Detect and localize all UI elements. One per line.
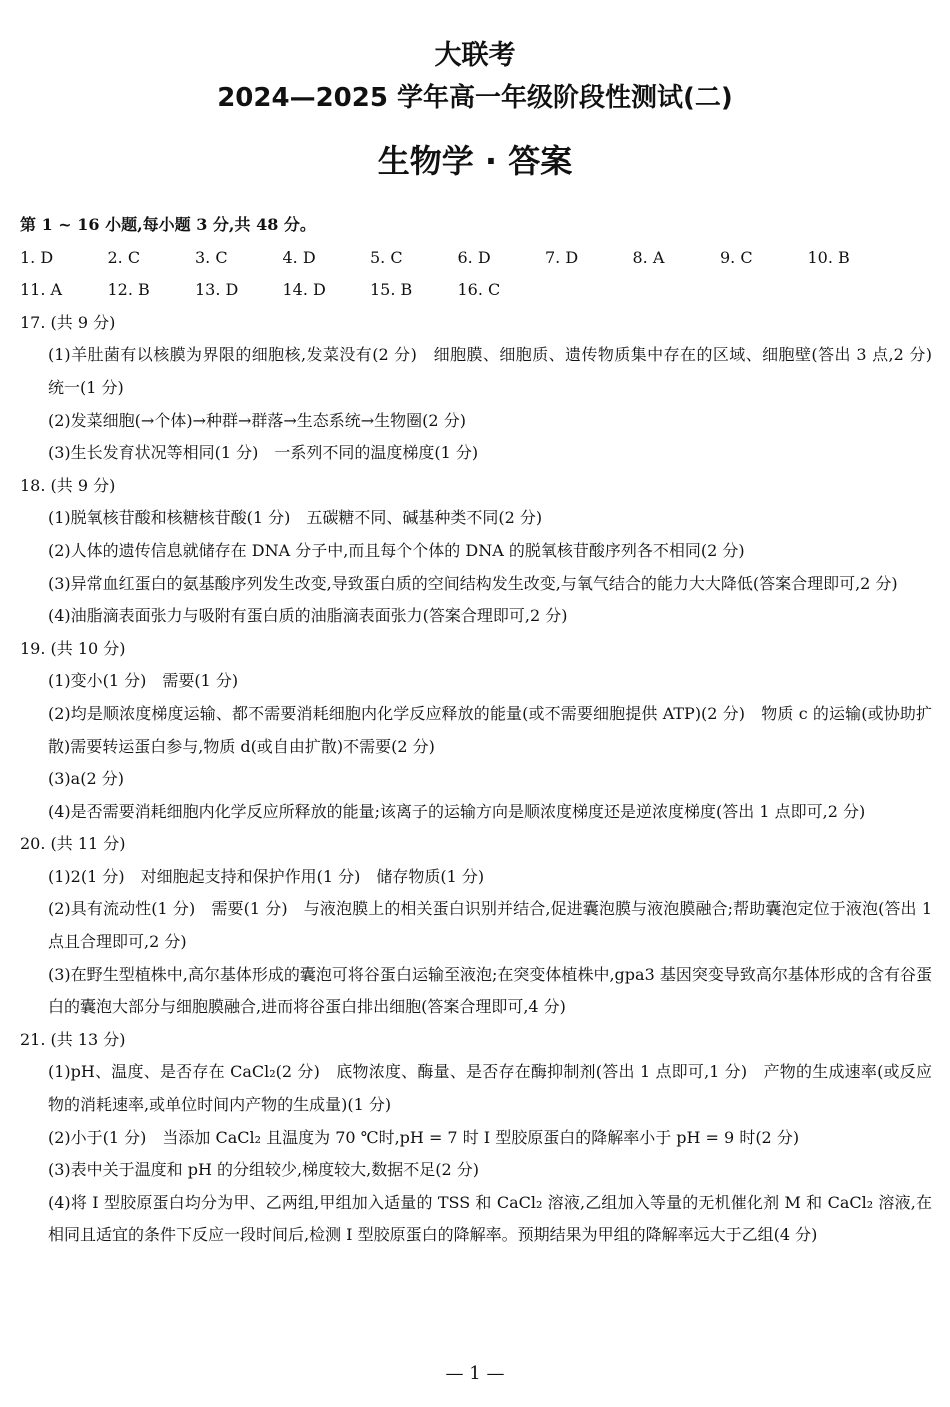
answer-item: 5. C [370, 247, 403, 267]
answer-item: 2. C [107, 247, 141, 267]
answer-part: (1)羊肚菌有以核膜为界限的细胞核,发菜没有(2 分) 细胞膜、细胞质、遗传物质集中存在的区域、细胞壁(答出 3 点,2 分) 统一(1 分) [48, 345, 949, 397]
answer-item: 16. C [457, 280, 501, 300]
answer-part: (2)发菜细胞(→个体)→种群→群落→生态系统→生物圈(2 分) [48, 410, 466, 430]
answer-part: (3)生长发育状况等相同(1 分) 一系列不同的温度梯度(1 分) [48, 443, 479, 463]
answer-item: 12. B [107, 280, 150, 300]
page-number: — 1 — [445, 1363, 505, 1384]
answer-item: 7. D [545, 247, 579, 267]
answer-item: 13. D [195, 280, 239, 300]
answer-part: (2)人体的遗传信息就储存在 DNA 分子中,而且每个个体的 DNA 的脱氧核苷酸序列各不相同(2 分) [48, 540, 745, 560]
organizer-title: 大联考 [434, 40, 516, 71]
answer-item: 6. D [457, 247, 491, 267]
multiple-choice-intro: 第 1 ~ 16 小题,每小题 3 分,共 48 分。 [20, 215, 316, 234]
exam-title: 2024—2025 学年高一年级阶段性测试(二) [217, 83, 733, 113]
answer-item: 3. C [195, 247, 228, 267]
answer-part: (3)a(2 分) [48, 769, 124, 789]
answer-part: (3)异常血红蛋白的氨基酸序列发生改变,导致蛋白质的空间结构发生改变,与氧气结合的能力大大降低(答案合理即可,2 分) [48, 573, 898, 593]
answer-part: (4)油脂滴表面张力与吸附有蛋白质的油脂滴表面张力(答案合理即可,2 分) [48, 606, 568, 626]
answer-content [20, 209, 949, 1252]
answer-part: (3)在野生型植株中,高尔基体形成的囊泡可将谷蛋白运输至液泡;在突变体植株中,gpa3 基因突变导致高尔基体形成的含有谷蛋白的囊泡大部分与细胞膜融合,进而将谷蛋白排出细胞(答案合理即可,4 分) [48, 964, 932, 1017]
answer-parts [20, 502, 932, 632]
answer-item: 11. A [20, 280, 63, 300]
question-heading: 18. (共 9 分) [20, 475, 116, 495]
answer-part: (2)均是顺浓度梯度运输、都不需要消耗细胞内化学反应释放的能量(或不需要细胞提供 ATP)(2 分) 物质 c 的运输(或协助扩散)需要转运蛋白参与,物质 d(或自由扩散)不需要(2 分) [48, 703, 932, 756]
answer-item: 9. C [720, 247, 753, 267]
question-heading: 20. (共 11 分) [20, 834, 126, 854]
question-20 [20, 828, 932, 1024]
question-19 [20, 633, 932, 829]
answer-item: 1. D [20, 247, 54, 267]
answer-part: (1)pH、温度、是否存在 CaCl₂(2 分) 底物浓度、酶量、是否存在酶抑制剂(答出 1 点即可,1 分) 产物的生成速率(或反应物的消耗速率,或单位时间内产物的生成量)(1 分) [48, 1062, 932, 1115]
answer-item: 4. D [282, 247, 316, 267]
question-18 [20, 470, 932, 633]
answer-parts [20, 861, 932, 1024]
answer-item: 14. D [282, 280, 326, 300]
answer-row-1 [20, 242, 932, 275]
answer-item: 8. A [632, 247, 665, 267]
question-heading: 21. (共 13 分) [20, 1029, 126, 1049]
answer-part: (1)2(1 分) 对细胞起支持和保护作用(1 分) 储存物质(1 分) [48, 866, 485, 886]
answer-part: (1)变小(1 分) 需要(1 分) [48, 671, 239, 691]
question-heading: 17. (共 9 分) [20, 312, 116, 332]
answer-part: (3)表中关于温度和 pH 的分组较少,梯度较大,数据不足(2 分) [48, 1160, 479, 1180]
answer-part: (2)小于(1 分) 当添加 CaCl₂ 且温度为 70 ℃时,pH = 7 时 Ⅰ 型胶原蛋白的降解率小于 pH = 9 时(2 分) [48, 1127, 800, 1147]
question-21 [20, 1024, 932, 1252]
answer-part: (2)具有流动性(1 分) 需要(1 分) 与液泡膜上的相关蛋白识别并结合,促进囊泡膜与液泡膜融合;帮助囊泡定位于液泡(答出 1 点且合理即可,2 分) [48, 899, 932, 952]
answer-parts [20, 1056, 932, 1252]
answer-item: 10. B [807, 247, 850, 267]
question-heading: 19. (共 10 分) [20, 638, 126, 658]
answer-parts [20, 665, 932, 828]
subject-title: 生物学 · 答案 [377, 142, 573, 180]
answer-part: (4)是否需要消耗细胞内化学反应所释放的能量;该离子的运输方向是顺浓度梯度还是逆浓度梯度(答出 1 点即可,2 分) [48, 801, 866, 821]
answer-part: (4)将 Ⅰ 型胶原蛋白均分为甲、乙两组,甲组加入适量的 TSS 和 CaCl₂ 溶液,乙组加入等量的无机催化剂 M 和 CaCl₂ 溶液,在相同且适宜的条件下反应一段时间后,检测 Ⅰ 型胶原蛋白的降解率。预期结果为甲组的降解率远大于乙组(4 分) [48, 1192, 932, 1245]
question-17 [20, 307, 949, 470]
answer-row-2 [20, 274, 932, 307]
answer-parts [20, 339, 949, 469]
answer-part: (1)脱氧核苷酸和核糖核苷酸(1 分) 五碳糖不同、碱基种类不同(2 分) [48, 508, 543, 528]
answer-item: 15. B [370, 280, 413, 300]
